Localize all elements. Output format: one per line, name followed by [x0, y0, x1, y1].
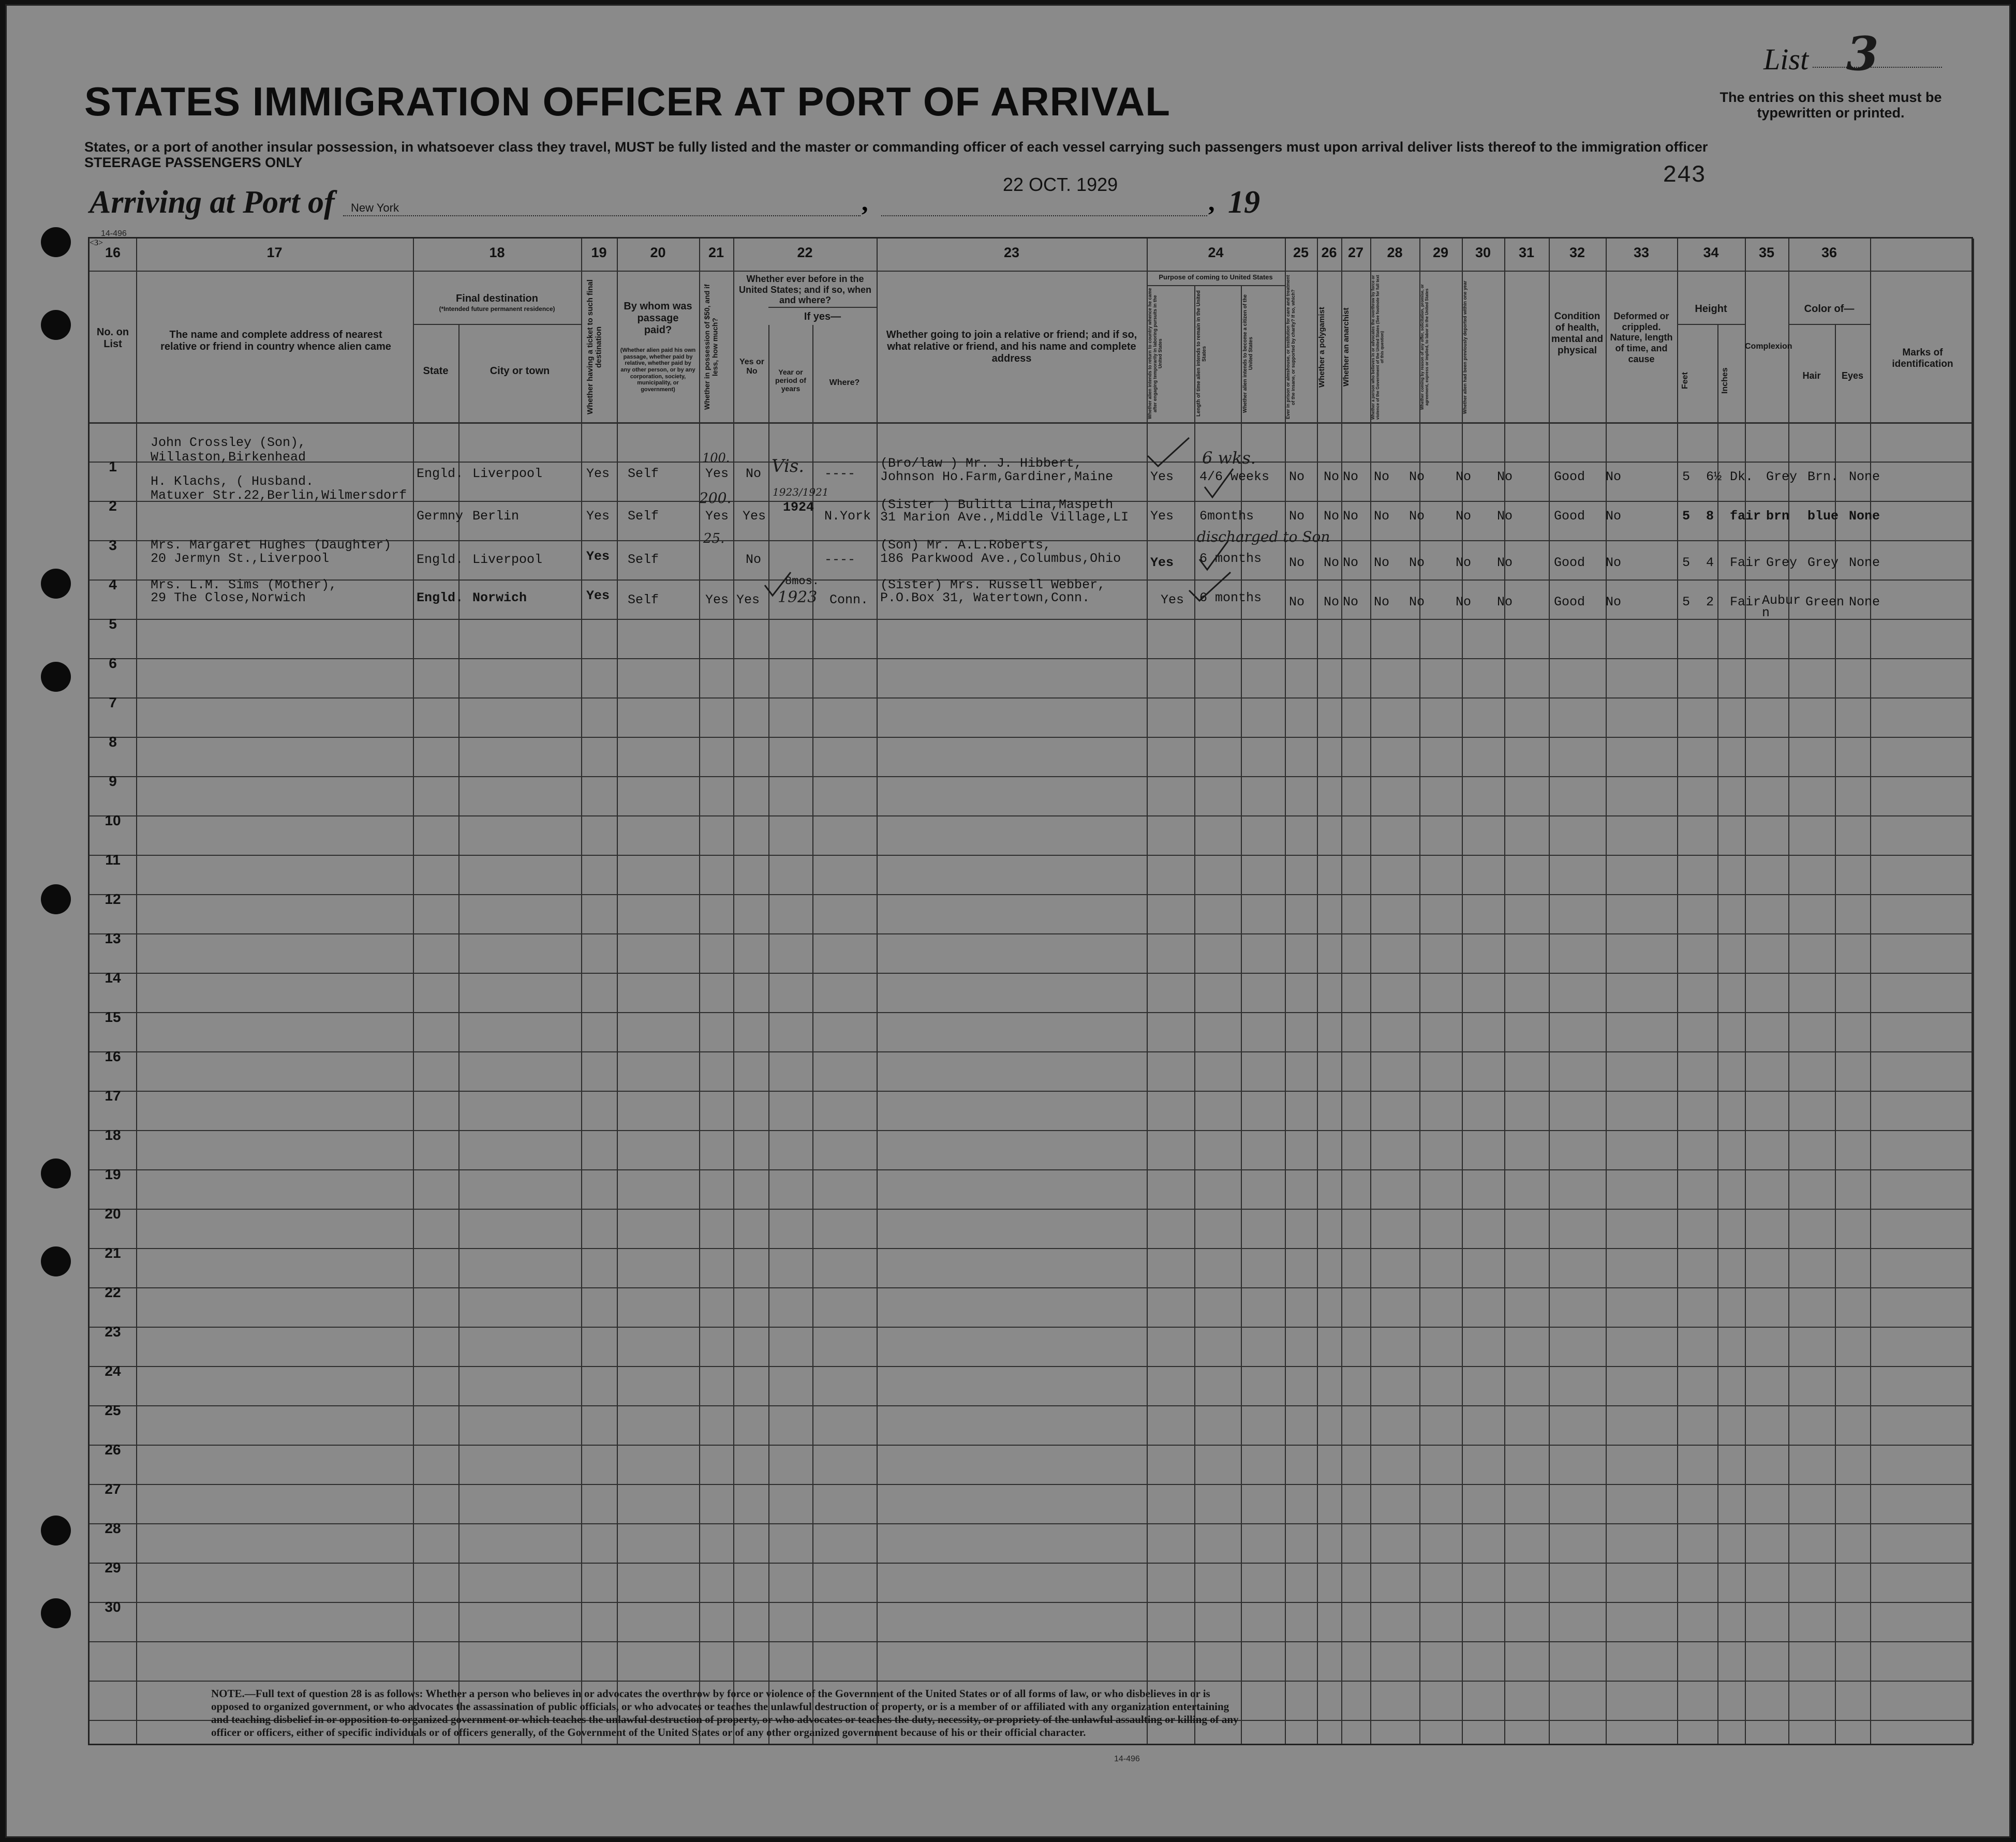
header-deformed: Deformed or crippled. Nature, length of time, and cause	[1610, 311, 1673, 364]
health: Good	[1554, 469, 1585, 484]
prison: No	[1324, 555, 1340, 570]
deformed: No	[1606, 469, 1622, 484]
year-annotation: Vis.	[772, 456, 805, 477]
complexion: Fair	[1730, 595, 1761, 610]
year-period: 1924	[783, 500, 814, 515]
header-yes-no: Yes or No	[739, 358, 765, 376]
money-annotation: 25.	[703, 531, 725, 546]
binder-hole	[41, 227, 71, 257]
height-inches: 8	[1706, 509, 1714, 524]
deformed: No	[1606, 509, 1622, 524]
joining-address: 31 Marion Ave.,Middle Village,LI	[880, 510, 1129, 525]
header-ever-before: Whether ever before in the United States; and if so, when and where?	[738, 274, 872, 306]
ever-before: No	[746, 466, 762, 481]
header-height: Height	[1695, 303, 1727, 315]
col-number: 34	[1703, 245, 1719, 260]
relative-name: Mrs. Margaret Hughes (Daughter)	[151, 538, 392, 553]
eye-color: blue	[1807, 509, 1839, 524]
row-number: 25	[105, 1402, 121, 1418]
row-number: 23	[105, 1324, 121, 1340]
overthrow: No	[1409, 595, 1425, 610]
relative-address: 20 Jermyn St.,Liverpool	[151, 551, 330, 566]
where: Conn.	[829, 592, 869, 607]
deformed: No	[1606, 595, 1622, 610]
row-number: 3	[109, 537, 117, 553]
steerage-label: STEERAGE PASSENGERS ONLY	[84, 155, 303, 170]
joining-address: Johnson Ho.Farm,Gardiner,Maine	[880, 469, 1114, 484]
height-feet: 5	[1682, 509, 1691, 524]
form-code: 14-496	[101, 229, 127, 238]
binder-hole	[41, 884, 71, 914]
col-number: 27	[1347, 245, 1364, 260]
row-number: 8	[109, 734, 117, 750]
row-number: 26	[105, 1442, 121, 1458]
col-number: 25	[1293, 245, 1309, 260]
complexion: fair	[1730, 509, 1761, 524]
header-overthrow: Whether a person who believes in or advocates the overthrow by force or violence of the Government of the United States (See footnote for full text of this question)	[1371, 275, 1385, 420]
relative-name: John Crossley (Son),	[151, 435, 306, 450]
height-inches: 6½	[1706, 469, 1722, 484]
header-year-period: Year or period of years	[775, 368, 806, 393]
hair-color: Grey	[1766, 555, 1798, 570]
arriving-label: Arriving at Port of	[90, 185, 335, 220]
complexion: Dk.	[1730, 469, 1754, 484]
checkmark-icon	[1145, 435, 1192, 471]
header-inches: Inches	[1721, 367, 1729, 394]
header-purpose: Purpose of coming to United States	[1159, 273, 1273, 281]
ever-before: Yes	[736, 592, 760, 607]
labor-offer: No	[1456, 595, 1472, 610]
binder-hole	[41, 569, 71, 599]
row-number: 15	[105, 1009, 121, 1025]
height-feet: 5	[1682, 469, 1691, 484]
eye-color: Grey	[1807, 555, 1839, 570]
row-number: 7	[109, 694, 117, 710]
list-label: List	[1763, 42, 1809, 76]
header-ticket: Whether having a ticket to such final destination	[586, 279, 603, 415]
relative-address: Willaston,Birkenhead	[151, 450, 306, 465]
relative-address: Matuxer Str.22,Berlin,Wilmersdorf	[151, 488, 407, 503]
prison: No	[1324, 595, 1340, 610]
col-number: 35	[1758, 245, 1775, 260]
height-feet: 5	[1682, 595, 1691, 610]
year-prefix: 8mos.	[785, 575, 820, 588]
joining-name: (Bro/law ) Mr. J. Hibbert,	[880, 456, 1083, 471]
comma: ,	[1208, 187, 1215, 216]
city: Berlin	[472, 509, 520, 524]
joining-address: 186 Parkwood Ave.,Columbus,Ohio	[880, 551, 1121, 566]
length-annotation: discharged to Son	[1197, 528, 1330, 545]
binder-hole	[41, 1598, 71, 1628]
manifest-sheet	[5, 4, 2011, 1838]
row-number: 1	[109, 458, 117, 474]
money: Yes	[705, 592, 729, 607]
city: Liverpool	[472, 466, 543, 481]
overthrow: No	[1409, 509, 1425, 524]
row-number: 2	[109, 498, 117, 514]
header-anarchist: Whether an anarchist	[1342, 307, 1351, 387]
paid-by: Self	[628, 466, 659, 481]
header-health: Condition of health, mental and physical	[1551, 311, 1604, 356]
overthrow: No	[1409, 555, 1425, 570]
height-inches: 2	[1706, 595, 1714, 610]
manifest-table: <3> 16 17 18 19 20 21 22 23 24 25 26 27 28 29 30 31 32 33 34 35 36 No. on List The name and complete address of nearest relative or friend in country whence alien came Final destination (*Intended future permanent residence) State City or town Whether having a ticket to such final destination By whom was passage paid? (Whether alien paid his own passage, whether paid by relative, whether paid by any other person, or by any corporation, society, municipality, or government) Whether in possession of $50, and if less, how much? Whether ever before in the United States; and if so, when and where? Yes or No If yes— Year or period of years Where? Whether going to join a relative or friend; and if so, what relative or friend, and his name and complete address Purpose of coming to United States Whether alien intends to return to country whence he came after engaging temporarily in laboring pursuits in the United States Length of time alien intends to remain in the United States Whether alien intends to become a citizen of the United States Ever in prison or almshouse, or institution for care and treatment of the insane, or supported by charity? If so, which? Whether a polygamist Whether an anarchist Whether a person who believes in or advocates the overthrow by force or violence of the Government of the United States (See footnote for full text of this question) Whether coming by reason of any offer, solicitation, promise, or agreement, express or implied, to labor in the United States Whether alien had been previously deported within one year Condition of health, mental and physical Deformed or crippled. Nature, length of time, and cause Height Feet Inches Complexion Color of— Hair Eyes Marks of identification 1 2 3 4 5 6 7 8 9 10 11 12 13 14 15 16 17 18 19 20 21 22 23 24 25 26 27 28 29 30 John Crossley (Son), Willaston,Birkenhead Engld. Liverpool Yes Self 100. Yes No Vis. ---- (Bro/law ) Mr. J. Hibbert, Johnson Ho.Farm,Gardiner,Maine Yes 6 wks. 4/6 weeks No No No No No No No Good No 5 6½ Dk. Grey Brn. None H. Klachs, ( Husband. Matuxer Str.22,Berlin,Wilmersdorf Germny Berlin Yes Self 200. Yes Yes 1923/1921 1924 N.York (Sister ) Bulitta Lina,Maspeth 31 Marion Ave.,Middle Village,LI Yes 6months No No No No No No No Good No 5 8 fair brn blue None Mrs. Margaret Hughes (Daughter) 20 Jermyn St.,Liverpool Engld. Liverpool Yes Self 25. No ---- (Son) Mr. A.L.Roberts, 186 Parkwood Ave.,Columbus,Ohio discharged to Son Yes 6 months No No No No No No No Good No 5 4 Fair Grey Grey None Mrs. L.M. Sims (Mother), 29 The Close,Norwich Engld. Norwich Yes Self Yes Yes 8mos. 1923 Conn. (Sister) Mrs. Russell Webber, P.O.Box 31, Watertown,Conn. Yes 6 months No No No No No No No Good No 5 2 Fair Auburn Green None	[88, 237, 1973, 1745]
row-number: 19	[105, 1166, 121, 1182]
hair-color: Grey	[1766, 469, 1798, 484]
date-line	[881, 215, 1207, 216]
header-complexion: Complexion	[1745, 342, 1792, 351]
binder-hole	[41, 1516, 71, 1546]
marks: None	[1849, 555, 1880, 570]
row-number: 6	[109, 655, 117, 671]
deported: No	[1497, 509, 1513, 524]
col-number: 20	[650, 245, 666, 260]
header-color-of: Color of—	[1804, 303, 1855, 315]
relative-address: 29 The Close,Norwich	[151, 590, 306, 605]
col-number: 29	[1432, 245, 1449, 260]
paid-by: Self	[628, 552, 659, 567]
length-annotation: 6 wks.	[1202, 448, 1256, 468]
header-hair: Hair	[1802, 370, 1821, 381]
joining-name: (Sister) Mrs. Russell Webber,	[880, 577, 1106, 592]
polygamist: No	[1343, 555, 1359, 570]
header-polygamist: Whether a polygamist	[1317, 307, 1326, 388]
row-number: 21	[105, 1245, 121, 1261]
header-by-whom-note: (Whether alien paid his own passage, whether paid by relative, whether paid by any other person, or by any corporation, society, municipality, or government)	[620, 347, 696, 393]
header-purpose-length: Length of time alien intends to remain in the United States	[1196, 290, 1207, 417]
eye-color: Brn.	[1807, 469, 1839, 484]
header-marks: Marks of identification	[1892, 347, 1953, 369]
paid-by: Self	[628, 509, 659, 524]
ever-before: No	[746, 552, 762, 567]
return-intent: Yes	[1150, 509, 1174, 524]
return-intent: Yes	[1150, 555, 1174, 570]
header-deported: Whether alien had been previously deported within one year	[1462, 280, 1467, 414]
return-intent: Yes	[1161, 592, 1184, 607]
anarchist: No	[1374, 555, 1390, 570]
state: Engld.	[417, 590, 464, 605]
ticket: Yes	[586, 509, 610, 524]
ticket: Yes	[586, 549, 610, 564]
col-number: 23	[1003, 245, 1020, 260]
health: Good	[1554, 555, 1585, 570]
col-number: 36	[1821, 245, 1837, 260]
header-purpose-citizen: Whether alien intends to become a citizen of the United States	[1242, 294, 1254, 413]
anarchist: No	[1374, 469, 1390, 484]
binder-hole	[41, 310, 71, 340]
citizen-intent: No	[1289, 469, 1305, 484]
col-number: 24	[1208, 245, 1224, 260]
citizen-intent: No	[1289, 555, 1305, 570]
height-feet: 5	[1682, 555, 1691, 570]
header-by-whom: By whom was passage paid?	[624, 301, 692, 336]
footnote: NOTE.—Full text of question 28 is as follows: Whether a person who believes in or advocates the overthrow by force or violence of the Government of the United States or of all forms of law, or who disbelieves in or is opposed to organized government, or who advocates the assassination of public officials, or who advocates or teaches the unlawful destruction of property, or is a member of or affiliated with any organization entertaining and teaching disbelief in or opposition to organized government or which teaches the unlawful destruction of property, or who advocates or teaches the duty, necessity, or propriety of the unlawful assaulting or killing of any officer or officers, either of specific individuals or of officers generally, of the Government of the United States or of any other organized government because of his or their official character.	[211, 1687, 1239, 1739]
city: Liverpool	[472, 552, 543, 567]
header-labor-offer: Whether coming by reason of any offer, solicitation, promise, or agreement, express or implied, to labor in the United States	[1420, 284, 1429, 410]
eye-color: Green	[1805, 595, 1845, 610]
footer-form-code: 14-496	[1114, 1755, 1140, 1763]
col-number: 28	[1387, 245, 1403, 260]
money: Yes	[705, 466, 729, 481]
city: Norwich	[472, 590, 527, 605]
money-annotation: 200.	[699, 489, 732, 507]
prison: No	[1324, 509, 1340, 524]
marks: None	[1849, 469, 1880, 484]
row-number: 4	[109, 576, 117, 592]
col-number: 21	[708, 245, 724, 260]
col-number: 30	[1475, 245, 1491, 260]
marks: None	[1849, 595, 1880, 610]
header-final-destination: Final destination	[456, 293, 538, 304]
header-feet: Feet	[1681, 372, 1689, 390]
header-eyes: Eyes	[1841, 370, 1864, 381]
labor-offer: No	[1456, 509, 1472, 524]
hair-color: brn	[1766, 509, 1790, 524]
row-number: 20	[105, 1206, 121, 1222]
where: ----	[824, 466, 856, 481]
health: Good	[1554, 509, 1585, 524]
anarchist: No	[1374, 509, 1390, 524]
row-number: 28	[105, 1520, 121, 1536]
row-number: 14	[105, 970, 121, 986]
row-number: 22	[105, 1284, 121, 1300]
row-number: 12	[105, 891, 121, 907]
anarchist: No	[1374, 595, 1390, 610]
col-number: 26	[1321, 245, 1337, 260]
where: N.York	[824, 509, 871, 524]
row-number: 11	[105, 852, 121, 868]
length-of-stay: 6 months	[1199, 590, 1262, 605]
overthrow: No	[1409, 469, 1425, 484]
entries-note: The entries on this sheet must be typewritten or printed.	[1719, 90, 1942, 121]
complexion: Fair	[1730, 555, 1761, 570]
year-annotation: 1923/1921	[773, 486, 829, 498]
col-number: 16	[105, 245, 121, 260]
ever-before: Yes	[743, 509, 766, 524]
deformed: No	[1606, 555, 1622, 570]
list-number: 3	[1846, 26, 1879, 81]
joining-name: (Son) Mr. A.L.Roberts,	[880, 538, 1051, 553]
hair-color: Auburn	[1762, 593, 1801, 620]
header-possession: Whether in possession of $50, and if less, how much?	[703, 284, 719, 410]
length-of-stay: 6months	[1199, 509, 1254, 524]
state: Germny	[417, 509, 464, 524]
header-final-destination-note: (*Intended future permanent residence)	[439, 305, 555, 313]
marks: None	[1849, 509, 1880, 524]
header-no-on-list: No. on List	[96, 326, 129, 350]
relative-name: H. Klachs, ( Husband.	[151, 474, 314, 489]
col-number: 18	[489, 245, 505, 260]
row-number: 10	[105, 812, 121, 828]
paid-by: Self	[628, 592, 659, 607]
header-where: Where?	[829, 378, 860, 387]
year-period: 1923	[778, 588, 818, 606]
header-prison: Ever in prison or almshouse, or institution for care and treatment of the insane, or supported by charity? If so, which?	[1285, 275, 1296, 420]
header-state: State	[423, 365, 449, 377]
col-number: 19	[591, 245, 607, 260]
length-of-stay: 6 months	[1199, 551, 1262, 566]
row-number: 24	[105, 1363, 121, 1379]
deported: No	[1497, 555, 1513, 570]
relative-name: Mrs. L.M. Sims (Mother),	[151, 577, 337, 592]
citizen-intent: No	[1289, 595, 1305, 610]
ticket: Yes	[586, 466, 610, 481]
header-if-yes: If yes—	[804, 311, 841, 322]
header-purpose-return: Whether alien intends to return to country whence he came after engaging temporarily in laboring pursuits in the United States	[1147, 288, 1163, 420]
binder-hole	[41, 662, 71, 692]
arrival-date-stamp: 22 OCT. 1929	[1003, 174, 1118, 195]
joining-address: P.O.Box 31, Watertown,Conn.	[880, 590, 1090, 605]
row-number: 13	[105, 930, 121, 946]
where: ----	[824, 552, 856, 567]
arriving-line	[90, 184, 335, 221]
row-number: 5	[109, 616, 117, 632]
comma: ,	[862, 187, 868, 216]
header-nearest-relative: The name and complete address of nearest relative or friend in country whence alien came	[160, 329, 391, 352]
row-number: 29	[105, 1559, 121, 1576]
row-number: 30	[105, 1599, 121, 1615]
row-number: 16	[105, 1048, 121, 1064]
deported: No	[1497, 595, 1513, 610]
citizen-intent: No	[1289, 509, 1305, 524]
row-number: 18	[105, 1127, 121, 1143]
height-inches: 4	[1706, 555, 1714, 570]
checkmark-icon	[1202, 466, 1238, 502]
deported: No	[1497, 469, 1513, 484]
prison: No	[1324, 469, 1340, 484]
state: Engld.	[417, 552, 464, 567]
length-of-stay: 4/6 weeks	[1199, 469, 1270, 484]
checkmark-icon	[1187, 570, 1233, 606]
col-number: 17	[266, 245, 283, 260]
port-line	[343, 215, 861, 216]
row-number: 17	[105, 1088, 121, 1104]
row-number: 9	[109, 773, 117, 789]
joining-name: (Sister ) Bulitta Lina,Maspeth	[880, 497, 1114, 512]
col-number: 31	[1518, 245, 1535, 260]
checkmark-icon	[762, 570, 793, 601]
page-title: STATES IMMIGRATION OFFICER AT PORT OF ARRIVAL	[84, 79, 1170, 124]
row-number: 27	[105, 1481, 121, 1497]
port-value: New York	[351, 201, 399, 214]
money-annotation: 100.	[702, 451, 730, 465]
year-label: 19	[1228, 185, 1260, 220]
health: Good	[1554, 595, 1585, 610]
page-number: 243	[1663, 162, 1706, 189]
labor-offer: No	[1456, 469, 1472, 484]
header-instructions: States, or a port of another insular possession, in whatsoever class they travel, MUST be fully listed and the master or commanding officer of each vessel carrying such passengers must upon arrival deliver lists thereof to the immigration officer	[84, 139, 1708, 155]
money: Yes	[705, 509, 729, 524]
return-intent: Yes	[1150, 469, 1174, 484]
col-number: 22	[797, 245, 813, 260]
header-city: City or town	[490, 365, 550, 377]
labor-offer: No	[1456, 555, 1472, 570]
header-joining: Whether going to join a relative or friend; and if so, what relative or friend, and his name and complete address	[886, 329, 1137, 364]
polygamist: No	[1343, 509, 1359, 524]
state: Engld.	[417, 466, 464, 481]
col-number: 33	[1633, 245, 1650, 260]
col-number: 32	[1569, 245, 1585, 260]
polygamist: No	[1343, 469, 1359, 484]
binder-hole	[41, 1158, 71, 1189]
binder-hole	[41, 1246, 71, 1276]
ticket: Yes	[586, 588, 610, 603]
polygamist: No	[1343, 595, 1359, 610]
